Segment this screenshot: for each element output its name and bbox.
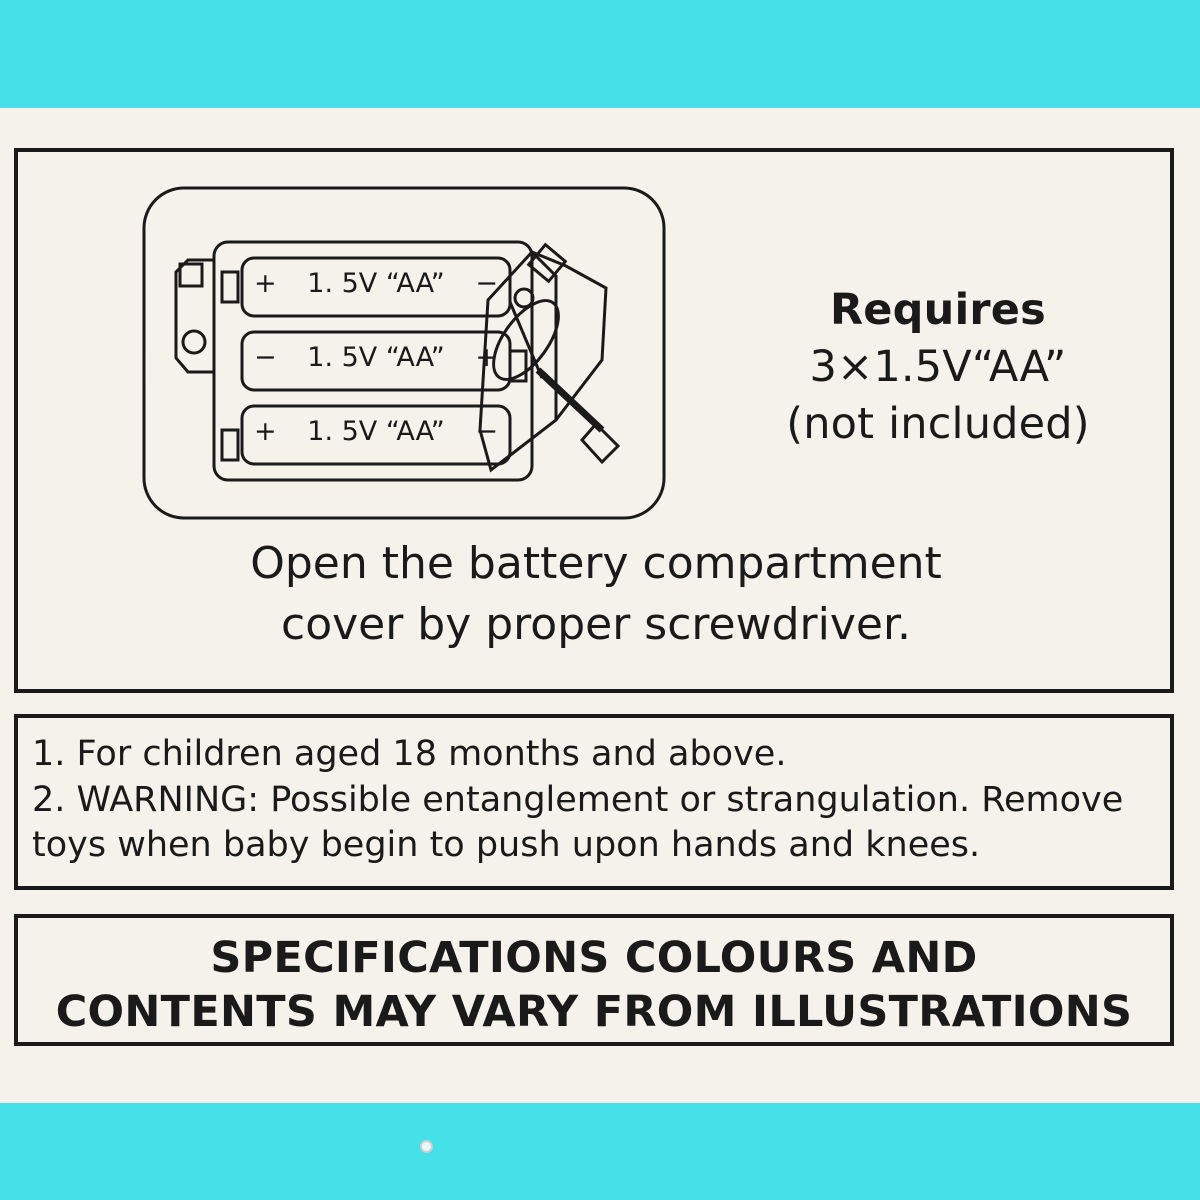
requires-line-2: 3×1.5V“AA”	[809, 341, 1067, 392]
label-content	[14, 148, 1174, 1048]
packaging-dot-mark	[420, 1140, 433, 1153]
battery-cell-3-right-sign: −	[475, 416, 498, 447]
requires-line-3: (not included)	[786, 398, 1090, 449]
disclaimer-line-2: CONTENTS MAY VARY FROM ILLUSTRATIONS	[55, 986, 1133, 1037]
battery-cell-1-right-sign: −	[475, 268, 498, 299]
disclaimer-text	[18, 918, 1170, 1040]
requires-line-1: Requires	[830, 285, 1046, 335]
battery-cell-2-text: 1. 5V “AA”	[307, 342, 445, 373]
battery-cell-1-left-sign: +	[254, 268, 277, 299]
battery-cell-2-left-sign: −	[254, 342, 277, 373]
safety-notes-list	[18, 718, 1170, 869]
battery-compartment-illustration	[136, 180, 676, 530]
battery-cell-1-text: 1. 5V “AA”	[307, 268, 445, 299]
disclaimer-panel	[14, 914, 1174, 1046]
battery-cell-2-right-sign: +	[475, 342, 498, 373]
safety-notes-panel	[14, 714, 1174, 890]
battery-cell-3-left-sign: +	[254, 416, 277, 447]
battery-instruction-panel	[14, 148, 1174, 693]
battery-requirement-text	[718, 282, 1158, 452]
safety-note-2-continued: toys when baby begin to push upon hands and knees.	[32, 825, 981, 865]
disclaimer-line-1: SPECIFICATIONS COLOURS AND	[210, 933, 978, 983]
battery-caption-line-1: Open the battery compartment	[250, 538, 942, 589]
safety-note-1: 1. For children aged 18 months and above.	[32, 734, 787, 774]
safety-note-2: 2. WARNING: Possible entanglement or strangulation. Remove	[32, 779, 1124, 820]
battery-caption	[38, 534, 1154, 655]
label-sheet	[0, 108, 1200, 1103]
battery-cell-3-text: 1. 5V “AA”	[307, 416, 445, 447]
battery-caption-line-2: cover by proper screwdriver.	[281, 598, 911, 650]
battery-illustration-area	[18, 152, 1170, 512]
